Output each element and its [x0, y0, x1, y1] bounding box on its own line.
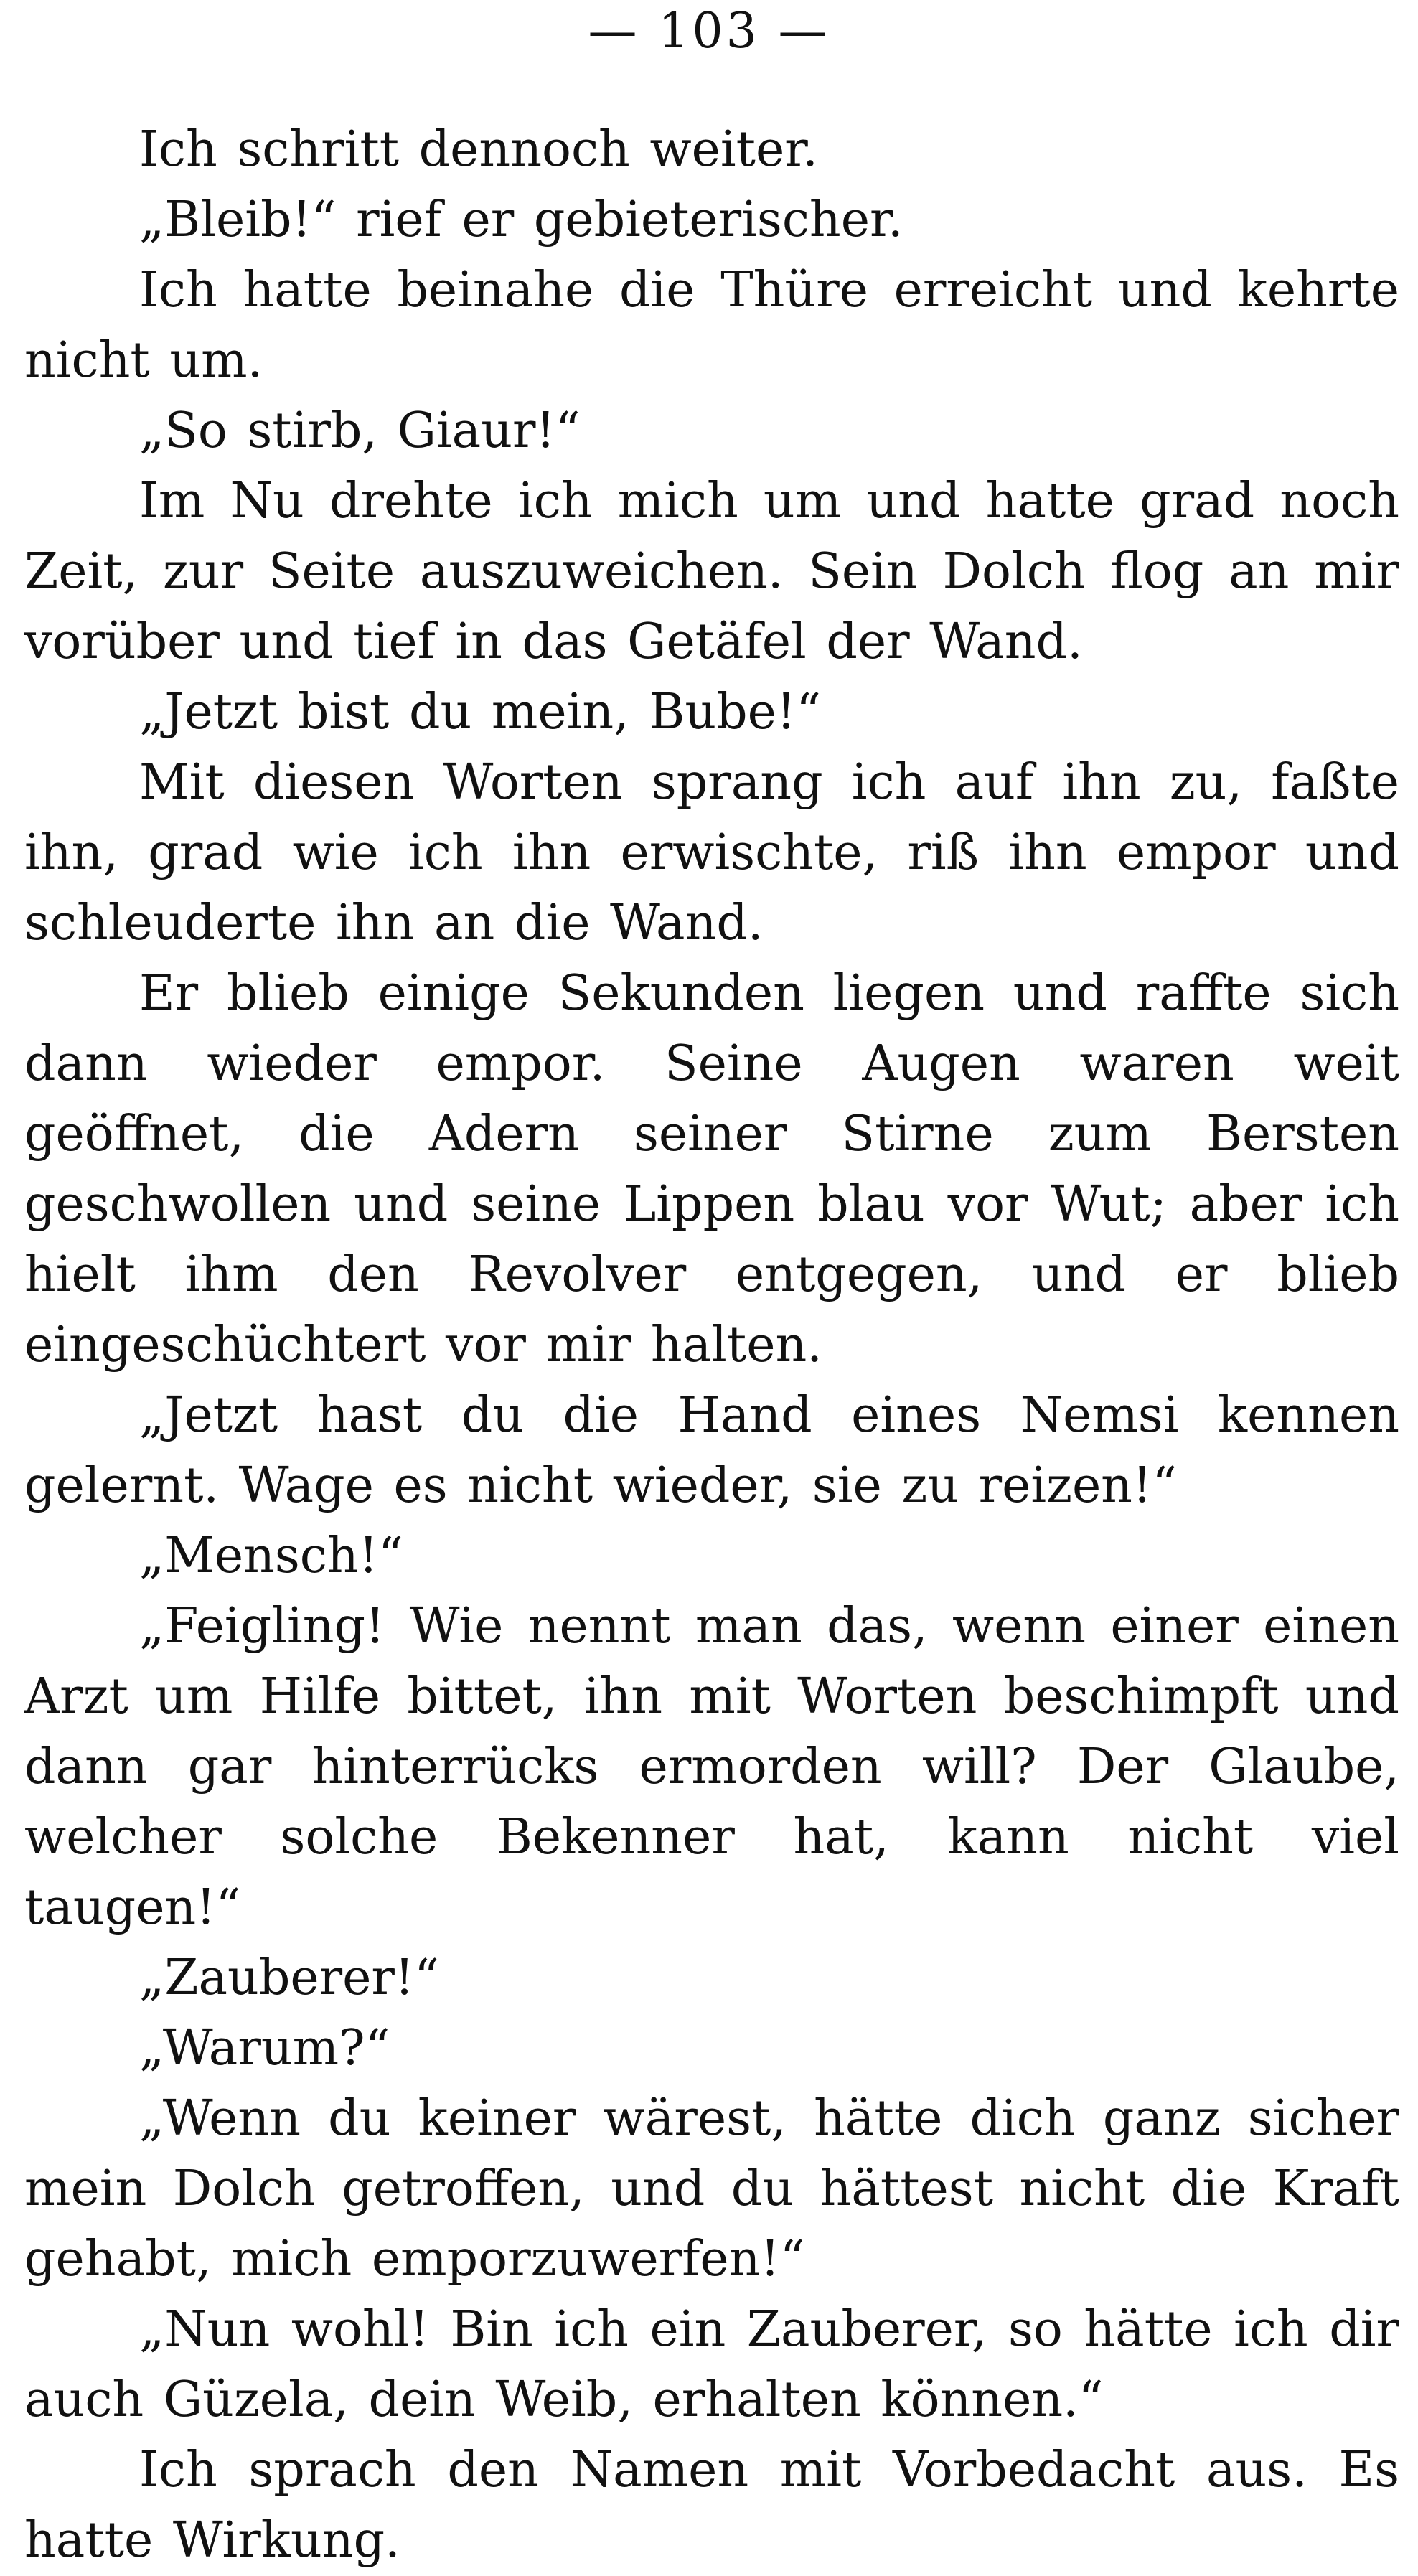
- paragraph: „Jetzt bist du mein, Bube!“: [139, 684, 822, 741]
- paragraph: Ich schritt dennoch weiter.: [139, 121, 818, 178]
- paragraph: „So stirb, Giaur!“: [139, 403, 581, 459]
- paragraph: Er blieb einige Sekunden liegen und raffte sich dann wieder empor. Seine Augen waren weit geöffnet, die Adern seiner Stirne zum Bersten geschwollen und seine Lippen blau vor Wut; aber ich hielt ihm den Revolver entgegen, und er blieb eingeschüchtert vor mir halten.: [24, 965, 1399, 1373]
- paragraph: „Nun wohl! Bin ich ein Zauberer, so hätte ich dir auch Güzela, dein Weib, erhalten können.“: [24, 2301, 1399, 2428]
- paragraph: „Wenn du keiner wärest, hätte dich ganz sicher mein Dolch getroffen, und du hättest nicht die Kraft gehabt, mich emporzuwerfen!“: [24, 2090, 1399, 2288]
- page-body: [24, 115, 1399, 2576]
- paragraph: „Mensch!“: [139, 1528, 403, 1584]
- page-number-header: — 103 —: [588, 3, 830, 60]
- paragraph: Mit diesen Worten sprang ich auf ihn zu, faßte ihn, grad wie ich ihn erwischte, riß ihn empor und schleuderte ihn an die Wand.: [24, 754, 1399, 951]
- paragraph: „Jetzt hast du die Hand eines Nemsi kennen gelernt. Wage es nicht wieder, sie zu reizen!“: [24, 1387, 1399, 1514]
- paragraph: „Feigling! Wie nennt man das, wenn einer einen Arzt um Hilfe bittet, ihn mit Worten beschimpft und dann gar hinterrücks ermorden will? Der Glaube, welcher solche Bekenner hat, kann nicht viel taugen!“: [24, 1598, 1399, 1936]
- paragraph: Im Nu drehte ich mich um und hatte grad noch Zeit, zur Seite auszuweichen. Sein Dolch flog an mir vorüber und tief in das Getäfel der Wand.: [24, 473, 1399, 670]
- paragraph: Ich sprach den Namen mit Vorbedacht aus. Es hatte Wirkung.: [24, 2442, 1399, 2569]
- paragraph: Ich hatte beinahe die Thüre erreicht und kehrte nicht um.: [24, 262, 1399, 389]
- paragraph: „Bleib!“ rief er gebieterischer.: [139, 192, 903, 248]
- paragraph: „Warum?“: [139, 2020, 390, 2077]
- paragraph: „Zauberer!“: [139, 1950, 439, 2006]
